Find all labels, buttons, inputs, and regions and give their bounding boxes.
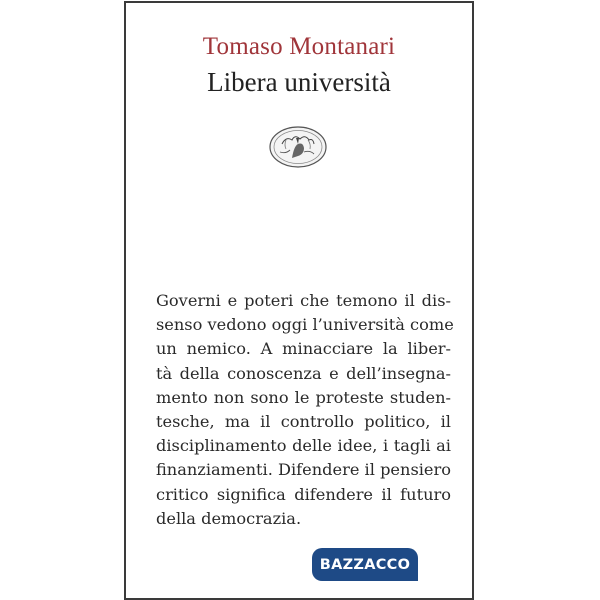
author-name: Tomaso Montanari (202, 33, 396, 60)
bazzacco-badge: BAZZACCO (312, 548, 418, 581)
blurb-line: disciplinamento delle idee, i tagli ai (156, 436, 451, 456)
book-cover (124, 1, 474, 600)
blurb-line: tà della conoscenza e dell’insegna- (156, 363, 451, 383)
blurb-line: della democrazia. (156, 508, 302, 528)
blurb-line: Governi e poteri che temono il dis- (156, 291, 451, 310)
blurb-text (156, 289, 454, 531)
blurb-line: critico significa difendere il futuro (156, 484, 451, 504)
blurb-line: mento non sono le proteste studen- (156, 387, 451, 407)
blurb-line: senso vedono oggi l’università come (156, 315, 454, 335)
blurb-line: un nemico. A minacciare la liber- (156, 339, 451, 359)
book-title: Libera università (207, 67, 391, 97)
blurb-line: finanziamenti. Difendere il pensiero (156, 460, 451, 480)
publisher-emblem-icon (268, 124, 328, 170)
blurb-line: tesche, ma il controllo politico, il (156, 412, 451, 432)
